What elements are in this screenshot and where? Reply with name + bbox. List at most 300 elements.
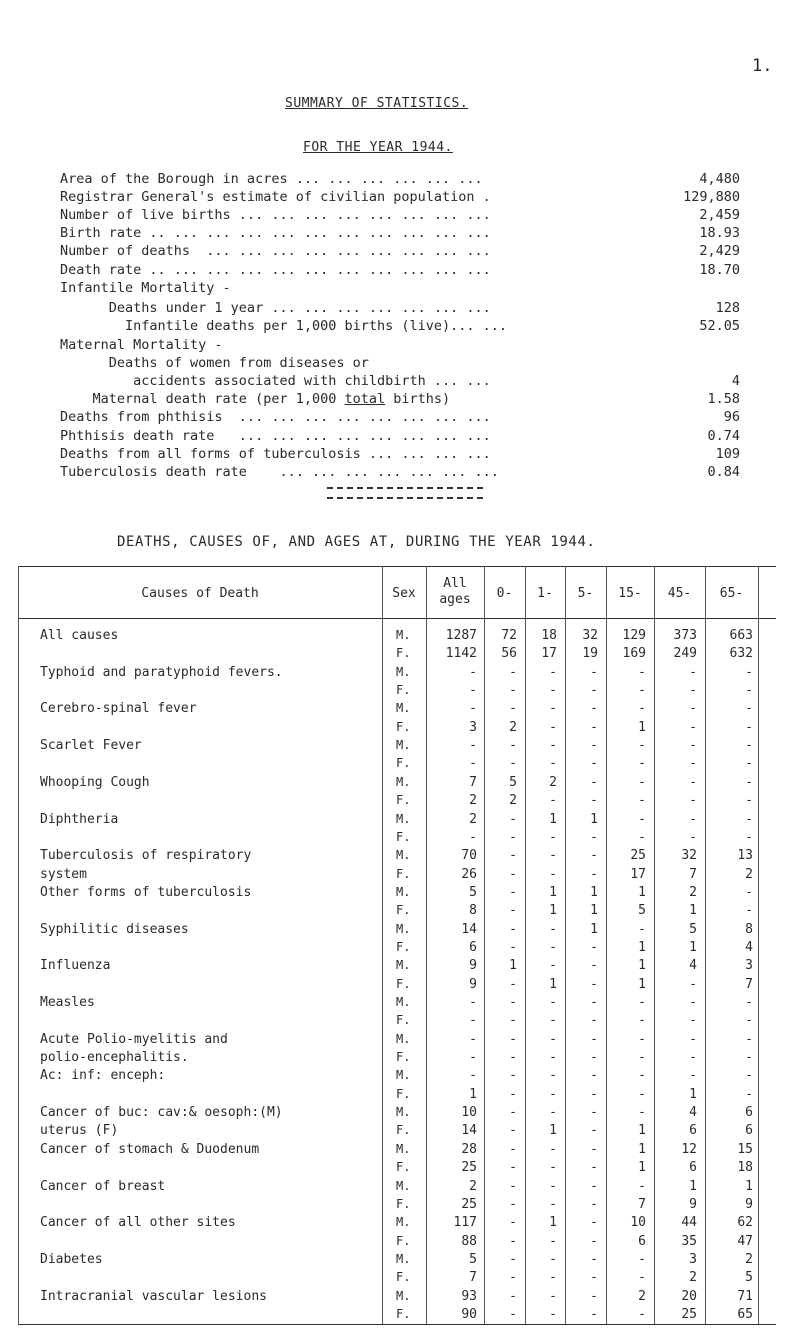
table-cell: 5 [638, 903, 646, 919]
sex-cell: F. [396, 1233, 411, 1248]
table-cell: - [509, 1233, 517, 1249]
table-column-rule [758, 566, 759, 1324]
table-cell: 663 [729, 628, 753, 643]
table-cell: 6 [745, 1123, 753, 1139]
summary-label [60, 391, 450, 407]
table-cell: - [549, 1196, 557, 1212]
table-cell: 9 [469, 976, 477, 992]
table-cell: - [469, 829, 477, 845]
table-cell: - [549, 793, 557, 809]
table-cell: - [549, 756, 557, 772]
cause-of-death: Influenza [40, 958, 111, 974]
table-cell: - [549, 829, 557, 845]
summary-label: Deaths of women from diseases or [60, 355, 369, 371]
table-cell: - [689, 683, 697, 699]
summary-row [0, 262, 800, 280]
table-cell: - [549, 719, 557, 735]
table-cell: - [509, 939, 517, 955]
table-cell: 1 [590, 921, 598, 937]
summary-row [0, 355, 800, 373]
table-cell: - [549, 1086, 557, 1102]
summary-label: Death rate .. ... ... ... ... ... ... ... ... ... ... [60, 262, 491, 278]
table-cell: 88 [461, 1233, 477, 1249]
table-cell: - [549, 1105, 557, 1121]
table-header-cell: 45- [667, 586, 692, 601]
table-cell: - [509, 701, 517, 717]
table-cell: - [590, 1031, 598, 1047]
cause-of-death: Diabetes [40, 1251, 103, 1267]
table-cell: 17 [541, 646, 557, 662]
sex-cell: F. [396, 829, 411, 844]
table-cell: - [509, 1215, 517, 1231]
sex-cell: F. [396, 1196, 411, 1211]
table-cell: - [689, 829, 697, 845]
sex-cell: F. [396, 1050, 411, 1065]
table-cell: - [549, 683, 557, 699]
table-cell: 8 [745, 921, 753, 937]
table-cell: 25 [461, 1196, 477, 1212]
table-cell: - [745, 1050, 753, 1066]
cause-of-death: Cancer of all other sites [40, 1215, 236, 1231]
table-cell: - [745, 664, 753, 680]
table-cell: - [590, 774, 598, 790]
summary-label: Deaths under 1 year ... ... ... ... ... ... ... [60, 300, 491, 316]
table-cell: - [590, 738, 598, 754]
table-cell: - [745, 719, 753, 735]
table-cell: - [590, 1288, 598, 1304]
cause-of-death: system [40, 866, 87, 882]
table-cell: 70 [461, 848, 477, 864]
sex-cell: F. [396, 756, 411, 771]
table-cell: - [549, 1050, 557, 1066]
page-number: 1. [752, 56, 773, 76]
summary-row [0, 225, 800, 243]
sex-cell: M. [396, 774, 411, 789]
table-cell: - [638, 1270, 646, 1286]
table-cell: 1 [638, 719, 646, 735]
table-cell: - [638, 1105, 646, 1121]
table-cell: - [638, 738, 646, 754]
table-cell: 1 [638, 1160, 646, 1176]
sex-cell: F. [396, 866, 411, 881]
table-cell: - [689, 1068, 697, 1084]
sex-cell: M. [396, 921, 411, 936]
cause-of-death: All causes [40, 628, 119, 643]
table-cell: - [638, 921, 646, 937]
table-cell: 117 [453, 1215, 477, 1231]
summary-value: 4,480 [699, 171, 740, 187]
sex-cell: F. [396, 1086, 411, 1101]
table-cell: - [549, 995, 557, 1010]
table-cell: 2 [638, 1288, 646, 1304]
table-cell: - [509, 1160, 517, 1176]
summary-value: 0.74 [707, 428, 740, 444]
table-cell: - [590, 756, 598, 772]
table-cell: 6 [469, 939, 477, 955]
table-cell: 28 [461, 1141, 477, 1157]
sex-cell: M. [396, 1141, 411, 1156]
table-cell: - [638, 793, 646, 809]
table-cell: - [745, 683, 753, 699]
table-cell: - [745, 903, 753, 919]
table-cell: 5 [509, 774, 517, 790]
table-cell: 3 [469, 719, 477, 735]
table-cell: 6 [638, 1233, 646, 1249]
table-cell: 9 [745, 1196, 753, 1212]
summary-label: Area of the Borough in acres ... ... ... ... ... ... [60, 171, 483, 187]
table-cell: - [509, 738, 517, 754]
table-cell: 1 [638, 939, 646, 955]
table-cell: - [638, 1050, 646, 1066]
table-cell: 2 [469, 1178, 477, 1194]
table-cell: - [745, 995, 753, 1010]
table-cell: 1 [638, 884, 646, 900]
table-cell: - [745, 1013, 753, 1029]
table-cell: 1 [590, 884, 598, 900]
table-cell: - [549, 1288, 557, 1304]
summary-label: accidents associated with childbirth ... ... [60, 373, 491, 389]
sex-cell: F. [396, 903, 411, 918]
table-header-cell: 0- [496, 586, 513, 601]
table-cell: 7 [745, 976, 753, 992]
sex-cell: M. [396, 1031, 411, 1046]
table-cell: 47 [737, 1233, 753, 1249]
table-cell: 32 [582, 628, 598, 643]
sex-cell: F. [396, 1123, 411, 1138]
sex-cell: M. [396, 628, 411, 642]
table-cell: 2 [745, 866, 753, 882]
summary-value: 2,459 [699, 207, 740, 223]
summary-title: SUMMARY OF STATISTICS. [285, 96, 469, 111]
table-cell: - [509, 811, 517, 827]
summary-value: 4 [731, 373, 740, 389]
table-cell: 1 [509, 958, 517, 974]
table-cell: 5 [469, 1251, 477, 1267]
summary-label-part: Maternal death rate (per 1,000 [60, 391, 345, 407]
table-header-cell: 15- [618, 586, 642, 601]
sex-cell: M. [396, 1105, 411, 1120]
summary-row [0, 446, 800, 464]
summary-row [0, 189, 800, 207]
summary-row [0, 280, 800, 298]
table-cell: - [745, 884, 753, 900]
table-cell: - [689, 701, 697, 717]
sex-cell: F. [396, 976, 411, 991]
table-cell: - [689, 793, 697, 809]
table-cell: - [509, 1288, 517, 1304]
table-cell: 2 [745, 1251, 753, 1267]
table-cell: 93 [461, 1288, 477, 1304]
table-cell: 4 [689, 958, 697, 974]
divider [327, 487, 483, 491]
table-cell: 1 [549, 884, 557, 900]
table-cell: 4 [745, 939, 753, 955]
table-cell: - [549, 866, 557, 882]
table-cell: - [509, 829, 517, 845]
table-cell: - [689, 1013, 697, 1029]
table-cell: 18 [541, 628, 557, 643]
table-cell: 14 [461, 1123, 477, 1139]
sex-cell: F. [396, 719, 411, 734]
cause-of-death: polio-encephalitis. [40, 1050, 189, 1066]
table-cell: - [549, 958, 557, 974]
summary-row [0, 428, 800, 446]
table-cell: - [509, 903, 517, 919]
table-cell: - [689, 774, 697, 790]
table-cell: 1 [689, 903, 697, 919]
deaths-table-title: DEATHS, CAUSES OF, AND AGES AT, DURING THE YEAR 1944. [117, 534, 596, 550]
table-cell: - [638, 811, 646, 827]
table-cell: - [469, 1050, 477, 1066]
table-cell: - [509, 1178, 517, 1194]
table-cell: - [590, 848, 598, 864]
table-cell: - [509, 866, 517, 882]
table-cell: - [549, 664, 557, 680]
table-cell: 1 [549, 811, 557, 827]
table-cell: 7 [689, 866, 697, 882]
table-cell: 25 [630, 848, 646, 864]
table-cell: - [509, 664, 517, 680]
table-cell: - [745, 701, 753, 717]
table-cell: - [549, 921, 557, 937]
table-cell: 32 [681, 848, 697, 864]
table-cell: - [549, 1031, 557, 1047]
sex-cell: F. [396, 1306, 411, 1321]
table-cell: - [590, 1086, 598, 1102]
cause-of-death: Tuberculosis of respiratory [40, 848, 252, 864]
table-cell: - [689, 1050, 697, 1066]
table-cell: - [469, 683, 477, 699]
table-cell: 10 [630, 1215, 646, 1231]
table-cell: - [638, 774, 646, 790]
table-cell: 632 [729, 646, 753, 662]
table-cell: - [549, 1160, 557, 1176]
table-cell: 5 [689, 921, 697, 937]
table-cell: - [509, 1270, 517, 1286]
table-cell: - [509, 976, 517, 992]
summary-row [0, 464, 800, 482]
table-cell: 20 [681, 1288, 697, 1304]
table-cell: - [590, 1233, 598, 1249]
table-cell: 3 [745, 958, 753, 974]
table-cell: - [590, 1215, 598, 1231]
cause-of-death: Typhoid and paratyphoid fevers. [40, 664, 283, 680]
table-cell: - [590, 1196, 598, 1212]
summary-label-part: births) [385, 391, 451, 407]
table-cell: 7 [638, 1196, 646, 1212]
table-cell: - [745, 811, 753, 827]
table-cell: - [590, 664, 598, 680]
table-cell: - [638, 1013, 646, 1029]
sex-cell: M. [396, 1068, 411, 1083]
table-header-rule [18, 618, 776, 619]
summary-value: 2,429 [699, 243, 740, 259]
table-cell: - [638, 1068, 646, 1084]
table-cell: - [745, 1068, 753, 1084]
sex-cell: M. [396, 1251, 411, 1266]
table-cell: - [590, 1068, 598, 1084]
table-cell: - [689, 976, 697, 992]
table-cell: - [509, 921, 517, 937]
table-cell: 2 [509, 793, 517, 809]
table-cell: 1 [638, 1141, 646, 1157]
table-cell: - [590, 1251, 598, 1267]
table-cell: - [509, 1141, 517, 1157]
table-cell: 35 [681, 1233, 697, 1249]
table-cell: - [590, 719, 598, 735]
table-cell: 6 [689, 1123, 697, 1139]
table-cell: - [590, 701, 598, 717]
table-cell: - [549, 1270, 557, 1286]
table-cell: - [590, 1270, 598, 1286]
table-cell: - [638, 664, 646, 680]
table-cell: - [590, 1013, 598, 1029]
table-cell: - [745, 738, 753, 754]
cause-of-death: Cancer of buc: cav:& oesoph:(M) [40, 1105, 283, 1121]
summary-value: 129,880 [683, 189, 740, 205]
table-cell: - [509, 1068, 517, 1084]
cause-of-death: Scarlet Fever [40, 738, 142, 754]
table-cell: - [469, 1013, 477, 1029]
table-cell: - [509, 1031, 517, 1047]
table-cell: 1 [689, 1086, 697, 1102]
table-cell: - [638, 829, 646, 845]
table-cell: - [549, 701, 557, 717]
table-border-bottom [18, 1324, 776, 1325]
summary-row [0, 318, 800, 336]
table-cell: - [638, 1086, 646, 1102]
table-cell: - [745, 829, 753, 845]
table-cell: - [745, 1031, 753, 1047]
table-cell: - [549, 1141, 557, 1157]
table-cell: - [509, 1123, 517, 1139]
table-cell: - [590, 995, 598, 1010]
table-cell: - [509, 756, 517, 772]
summary-row [0, 171, 800, 189]
table-column-rule [382, 566, 383, 1324]
table-cell: - [590, 1178, 598, 1194]
sex-cell: F. [396, 1013, 411, 1028]
summary-subtitle: FOR THE YEAR 1944. [303, 140, 453, 155]
table-cell: 1 [638, 958, 646, 974]
summary-label: Birth rate .. ... ... ... ... ... ... ... ... ... ... [60, 225, 491, 241]
table-cell: - [509, 1306, 517, 1322]
summary-row [0, 243, 800, 261]
table-cell: - [689, 756, 697, 772]
table-cell: 25 [681, 1306, 697, 1322]
sex-cell: M. [396, 995, 411, 1009]
table-cell: - [509, 683, 517, 699]
table-cell: 13 [737, 848, 753, 864]
cause-of-death: Measles [40, 995, 95, 1010]
table-cell: 6 [689, 1160, 697, 1176]
summary-label: Tuberculosis death rate ... ... ... ... ... ... ... [60, 464, 499, 480]
summary-value: 109 [715, 446, 740, 462]
table-cell: 1287 [445, 628, 477, 643]
table-cell: 1 [638, 1123, 646, 1139]
table-cell: 62 [737, 1215, 753, 1231]
table-cell: - [509, 1196, 517, 1212]
cause-of-death: Whooping Cough [40, 774, 150, 790]
table-cell: - [590, 1050, 598, 1066]
table-cell: 8 [469, 903, 477, 919]
table-cell: 72 [501, 628, 517, 643]
summary-value: 52.05 [699, 318, 740, 334]
sex-cell: M. [396, 884, 411, 899]
table-cell: - [638, 1306, 646, 1322]
table-cell: - [549, 1178, 557, 1194]
table-header-cell: 5- [577, 586, 594, 601]
sex-cell: M. [396, 1178, 411, 1193]
table-cell: 7 [469, 774, 477, 790]
summary-row [0, 373, 800, 391]
table-cell: 169 [622, 646, 646, 662]
table-cell: 1 [549, 903, 557, 919]
summary-value: 0.84 [707, 464, 740, 480]
sex-cell: F. [396, 1270, 411, 1285]
table-cell: - [590, 1306, 598, 1322]
summary-value: 96 [723, 409, 740, 425]
table-cell: - [638, 756, 646, 772]
table-cell: 56 [501, 646, 517, 662]
table-header-cell: 1- [537, 586, 553, 601]
table-cell: - [509, 884, 517, 900]
table-cell: 90 [461, 1306, 477, 1322]
table-cell: 1142 [445, 646, 477, 662]
table-cell: 2 [689, 1270, 697, 1286]
table-cell: - [745, 793, 753, 809]
table-cell: 373 [673, 628, 697, 643]
sex-cell: F. [396, 646, 411, 661]
table-cell: - [469, 701, 477, 717]
table-cell: - [549, 738, 557, 754]
summary-label: Deaths from phthisis ... ... ... ... ... ... ... ... [60, 409, 491, 425]
table-cell: 1 [469, 1086, 477, 1102]
table-cell: 44 [681, 1215, 697, 1231]
summary-value: 1.58 [707, 391, 740, 407]
table-cell: 129 [622, 628, 646, 643]
summary-label: Deaths from all forms of tuberculosis ... ... ... ... [60, 446, 491, 462]
sex-cell: M. [396, 664, 411, 679]
sex-cell: M. [396, 1215, 411, 1230]
cause-of-death: Cancer of breast [40, 1178, 166, 1194]
table-cell: 25 [461, 1160, 477, 1176]
table-cell: 1 [590, 811, 598, 827]
table-cell: 1 [549, 1215, 557, 1231]
cause-of-death: Ac: inf: enceph: [40, 1068, 166, 1084]
table-cell: 1 [549, 976, 557, 992]
table-cell: - [638, 1251, 646, 1267]
divider [327, 497, 483, 499]
table-cell: - [689, 995, 697, 1010]
table-cell: - [509, 1251, 517, 1267]
table-cell: 249 [673, 646, 697, 662]
table-cell: 14 [461, 921, 477, 937]
cause-of-death: Syphilitic diseases [40, 921, 189, 937]
table-cell: 5 [469, 884, 477, 900]
table-cell: - [509, 1086, 517, 1102]
sex-cell: M. [396, 811, 411, 826]
table-cell: 10 [461, 1105, 477, 1121]
sex-cell: F. [396, 1160, 411, 1175]
table-cell: - [689, 1031, 697, 1047]
table-cell: - [509, 1105, 517, 1121]
table-cell: - [745, 774, 753, 790]
table-cell: - [689, 664, 697, 680]
sex-cell: F. [396, 683, 411, 698]
summary-row [0, 300, 800, 318]
summary-label: Number of live births ... ... ... ... ... ... ... ... [60, 207, 491, 223]
